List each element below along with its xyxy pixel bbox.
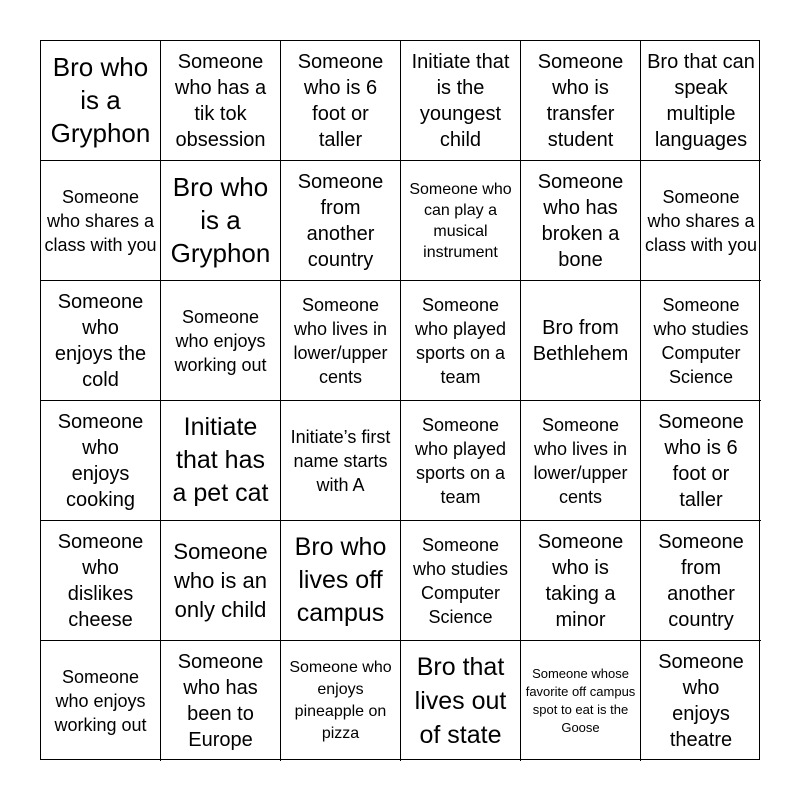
- bingo-cell[interactable]: Someone who is transfer student: [521, 41, 641, 161]
- bingo-cell[interactable]: Someone who studies Computer Science: [641, 281, 761, 401]
- bingo-cell[interactable]: Bro who is a Gryphon: [161, 161, 281, 281]
- bingo-cell[interactable]: Someone who played sports on a team: [401, 401, 521, 521]
- bingo-cell[interactable]: Someone who lives in lower/upper cents: [281, 281, 401, 401]
- bingo-cell[interactable]: Someone who has a tik tok obsession: [161, 41, 281, 161]
- bingo-cell[interactable]: Someone who enjoys the cold: [41, 281, 161, 401]
- bingo-cell[interactable]: Someone who is an only child: [161, 521, 281, 641]
- bingo-cell[interactable]: Someone who enjoys working out: [41, 641, 161, 761]
- bingo-cell[interactable]: Someone who is 6 foot or taller: [281, 41, 401, 161]
- bingo-cell[interactable]: Bro that can speak multiple languages: [641, 41, 761, 161]
- bingo-cell[interactable]: Someone who enjoys cooking: [41, 401, 161, 521]
- bingo-cell[interactable]: Someone who dislikes cheese: [41, 521, 161, 641]
- bingo-cell[interactable]: Bro who is a Gryphon: [41, 41, 161, 161]
- bingo-cell[interactable]: Someone who can play a musical instrument: [401, 161, 521, 281]
- bingo-cell[interactable]: Someone who is 6 foot or taller: [641, 401, 761, 521]
- bingo-cell[interactable]: Bro that lives out of state: [401, 641, 521, 761]
- bingo-cell[interactable]: Someone who played sports on a team: [401, 281, 521, 401]
- bingo-cell[interactable]: Someone whose favorite off campus spot to eat is the Goose: [521, 641, 641, 761]
- bingo-cell[interactable]: Bro who lives off campus: [281, 521, 401, 641]
- bingo-board: [40, 40, 760, 760]
- bingo-cell[interactable]: Someone who enjoys theatre: [658, 651, 744, 751]
- bingo-cell[interactable]: Initiate’s first name starts with A: [281, 401, 401, 521]
- bingo-cell[interactable]: Someone from another country: [641, 521, 761, 641]
- bingo-cell[interactable]: Someone from another country: [281, 161, 401, 281]
- bingo-cell[interactable]: Someone who enjoys working out: [161, 281, 281, 401]
- bingo-cell[interactable]: Initiate that has a pet cat: [161, 401, 281, 521]
- bingo-cell[interactable]: Someone who has been to Europe: [161, 641, 281, 761]
- bingo-cell[interactable]: Someone who shares a class with you: [41, 161, 161, 281]
- bingo-cell[interactable]: Someone who enjoys pineapple on pizza: [281, 641, 401, 761]
- bingo-cell[interactable]: Bro from Bethlehem: [521, 281, 641, 401]
- bingo-cell[interactable]: Initiate that is the youngest child: [401, 41, 521, 161]
- bingo-cell[interactable]: Someone who lives in lower/upper cents: [521, 401, 641, 521]
- bingo-cell[interactable]: Someone who has broken a bone: [521, 161, 641, 281]
- bingo-cell[interactable]: Someone who is taking a minor: [521, 521, 641, 641]
- bingo-cell[interactable]: Someone who studies Computer Science: [401, 521, 521, 641]
- bingo-cell[interactable]: Someone who shares a class with you: [641, 161, 761, 281]
